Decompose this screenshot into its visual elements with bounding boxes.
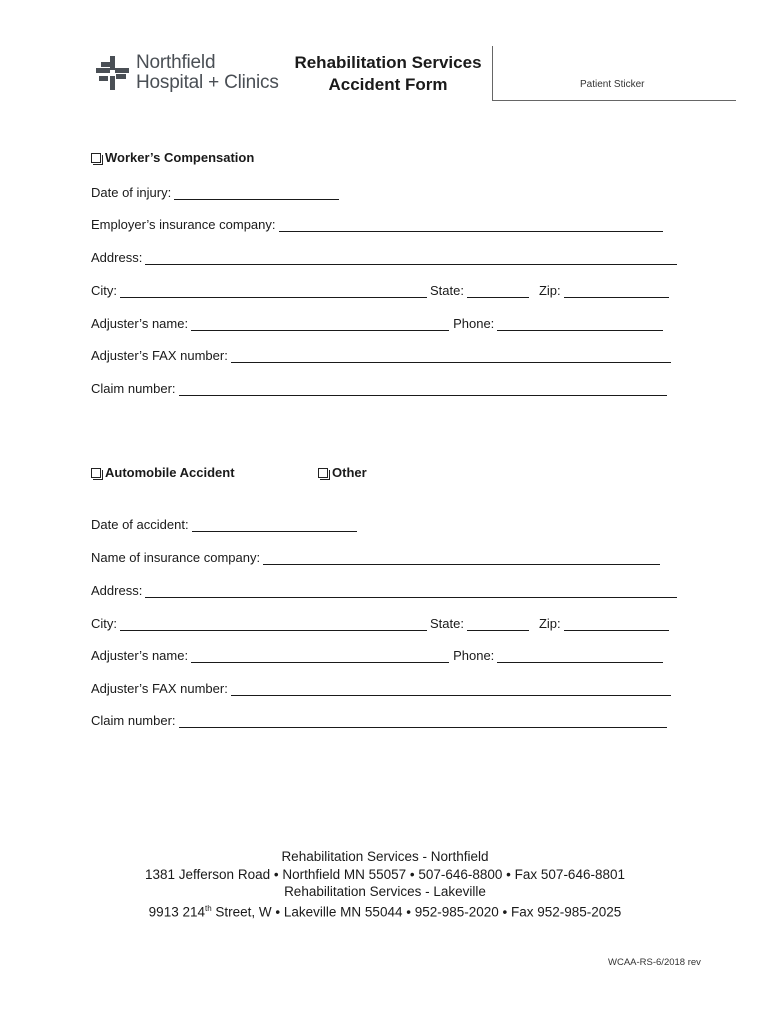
auto-claim-field[interactable] bbox=[179, 715, 667, 728]
wc-fax-label: Adjuster’s FAX number: bbox=[91, 348, 228, 363]
sticker-divider-horizontal bbox=[492, 100, 736, 101]
wc-adjuster-row bbox=[91, 313, 663, 331]
wc-insurer-field[interactable] bbox=[279, 219, 663, 232]
auto-fax-field[interactable] bbox=[231, 683, 671, 696]
auto-date-row bbox=[91, 514, 357, 532]
auto-city-row bbox=[91, 613, 669, 631]
wc-state-label: State: bbox=[430, 283, 464, 298]
auto-state-label: State: bbox=[430, 616, 464, 631]
wc-date-label: Date of injury: bbox=[91, 185, 172, 200]
wc-city-label: City: bbox=[91, 283, 117, 298]
footer-northfield-name: Rehabilitation Services - Northfield bbox=[281, 849, 489, 864]
auto-accident-checkbox[interactable] bbox=[91, 465, 235, 480]
auto-adjuster-field[interactable] bbox=[191, 650, 449, 663]
title-line1: Rehabilitation Services bbox=[294, 53, 482, 72]
footer-ordinal-suffix: th bbox=[204, 904, 212, 913]
wc-phone-field[interactable] bbox=[497, 318, 663, 331]
auto-city-label: City: bbox=[91, 616, 117, 631]
title-line2: Accident Form bbox=[328, 75, 448, 94]
patient-sticker-label: Patient Sticker bbox=[580, 79, 645, 90]
auto-date-field[interactable] bbox=[192, 519, 357, 532]
auto-address-field[interactable] bbox=[145, 585, 677, 598]
auto-fax-label: Adjuster’s FAX number: bbox=[91, 681, 228, 696]
wc-claim-label: Claim number: bbox=[91, 381, 176, 396]
logo-line1: Northfield bbox=[136, 52, 216, 73]
auto-address-row bbox=[91, 580, 677, 598]
wc-fax-field[interactable] bbox=[231, 350, 671, 363]
form-code: WCAA-RS-6/2018 rev bbox=[608, 957, 701, 968]
wc-claim-row bbox=[91, 378, 667, 396]
wc-address-row bbox=[91, 247, 677, 265]
auto-address-label: Address: bbox=[91, 583, 143, 598]
footer-lakeville-name: Rehabilitation Services - Lakeville bbox=[284, 884, 486, 899]
workers-comp-checkbox[interactable] bbox=[91, 150, 254, 165]
sticker-divider-vertical bbox=[492, 46, 493, 101]
auto-zip-field[interactable] bbox=[564, 618, 669, 631]
wc-adjuster-field[interactable] bbox=[191, 318, 449, 331]
auto-insurer-label: Name of insurance company: bbox=[91, 550, 261, 565]
wc-address-label: Address: bbox=[91, 250, 143, 265]
wc-date-field[interactable] bbox=[174, 187, 339, 200]
checkbox-icon[interactable] bbox=[91, 468, 101, 478]
hospital-logo bbox=[96, 53, 286, 95]
other-checkbox[interactable] bbox=[318, 465, 367, 480]
wc-date-row bbox=[91, 182, 339, 200]
wc-phone-label: Phone: bbox=[453, 316, 495, 331]
auto-adjuster-label: Adjuster’s name: bbox=[91, 648, 189, 663]
auto-adjuster-row bbox=[91, 645, 663, 663]
auto-insurer-field[interactable] bbox=[263, 552, 660, 565]
footer-northfield-address: 1381 Jefferson Road • Northfield MN 55057 • 507-646-8800 • Fax 507-646-8801 bbox=[145, 867, 625, 882]
auto-phone-field[interactable] bbox=[497, 650, 663, 663]
logo-line2: Hospital + Clinics bbox=[136, 72, 279, 93]
auto-city-field[interactable] bbox=[120, 618, 427, 631]
wc-zip-label: Zip: bbox=[538, 283, 561, 298]
cross-logo-icon bbox=[96, 56, 130, 90]
auto-state-field[interactable] bbox=[467, 618, 529, 631]
wc-fax-row bbox=[91, 345, 671, 363]
auto-claim-row bbox=[91, 710, 667, 728]
wc-claim-field[interactable] bbox=[179, 383, 667, 396]
auto-fax-row bbox=[91, 678, 671, 696]
wc-zip-field[interactable] bbox=[564, 285, 669, 298]
logo-text bbox=[136, 53, 279, 93]
wc-city-field[interactable] bbox=[120, 285, 427, 298]
auto-insurer-row bbox=[91, 547, 660, 565]
wc-adjuster-label: Adjuster’s name: bbox=[91, 316, 189, 331]
checkbox-icon[interactable] bbox=[91, 153, 101, 163]
wc-insurer-label: Employer’s insurance company: bbox=[91, 217, 276, 232]
other-label: Other bbox=[332, 465, 367, 480]
checkbox-icon[interactable] bbox=[318, 468, 328, 478]
auto-zip-label: Zip: bbox=[538, 616, 561, 631]
workers-comp-label: Worker’s Compensation bbox=[105, 150, 255, 165]
auto-accident-label: Automobile Accident bbox=[105, 465, 235, 480]
form-title bbox=[288, 52, 488, 96]
footer-street-rest: Street, W • Lakeville MN 55044 • 952-985-2020 • Fax 952-985-2025 bbox=[211, 904, 622, 920]
wc-address-field[interactable] bbox=[145, 252, 677, 265]
footer-lakeville-address bbox=[0, 900, 770, 921]
auto-date-label: Date of accident: bbox=[91, 517, 189, 532]
footer-street-number: 9913 214 bbox=[148, 904, 205, 920]
wc-city-row bbox=[91, 280, 669, 298]
auto-claim-label: Claim number: bbox=[91, 713, 176, 728]
wc-insurer-row bbox=[91, 214, 663, 232]
auto-phone-label: Phone: bbox=[453, 648, 495, 663]
wc-state-field[interactable] bbox=[467, 285, 529, 298]
